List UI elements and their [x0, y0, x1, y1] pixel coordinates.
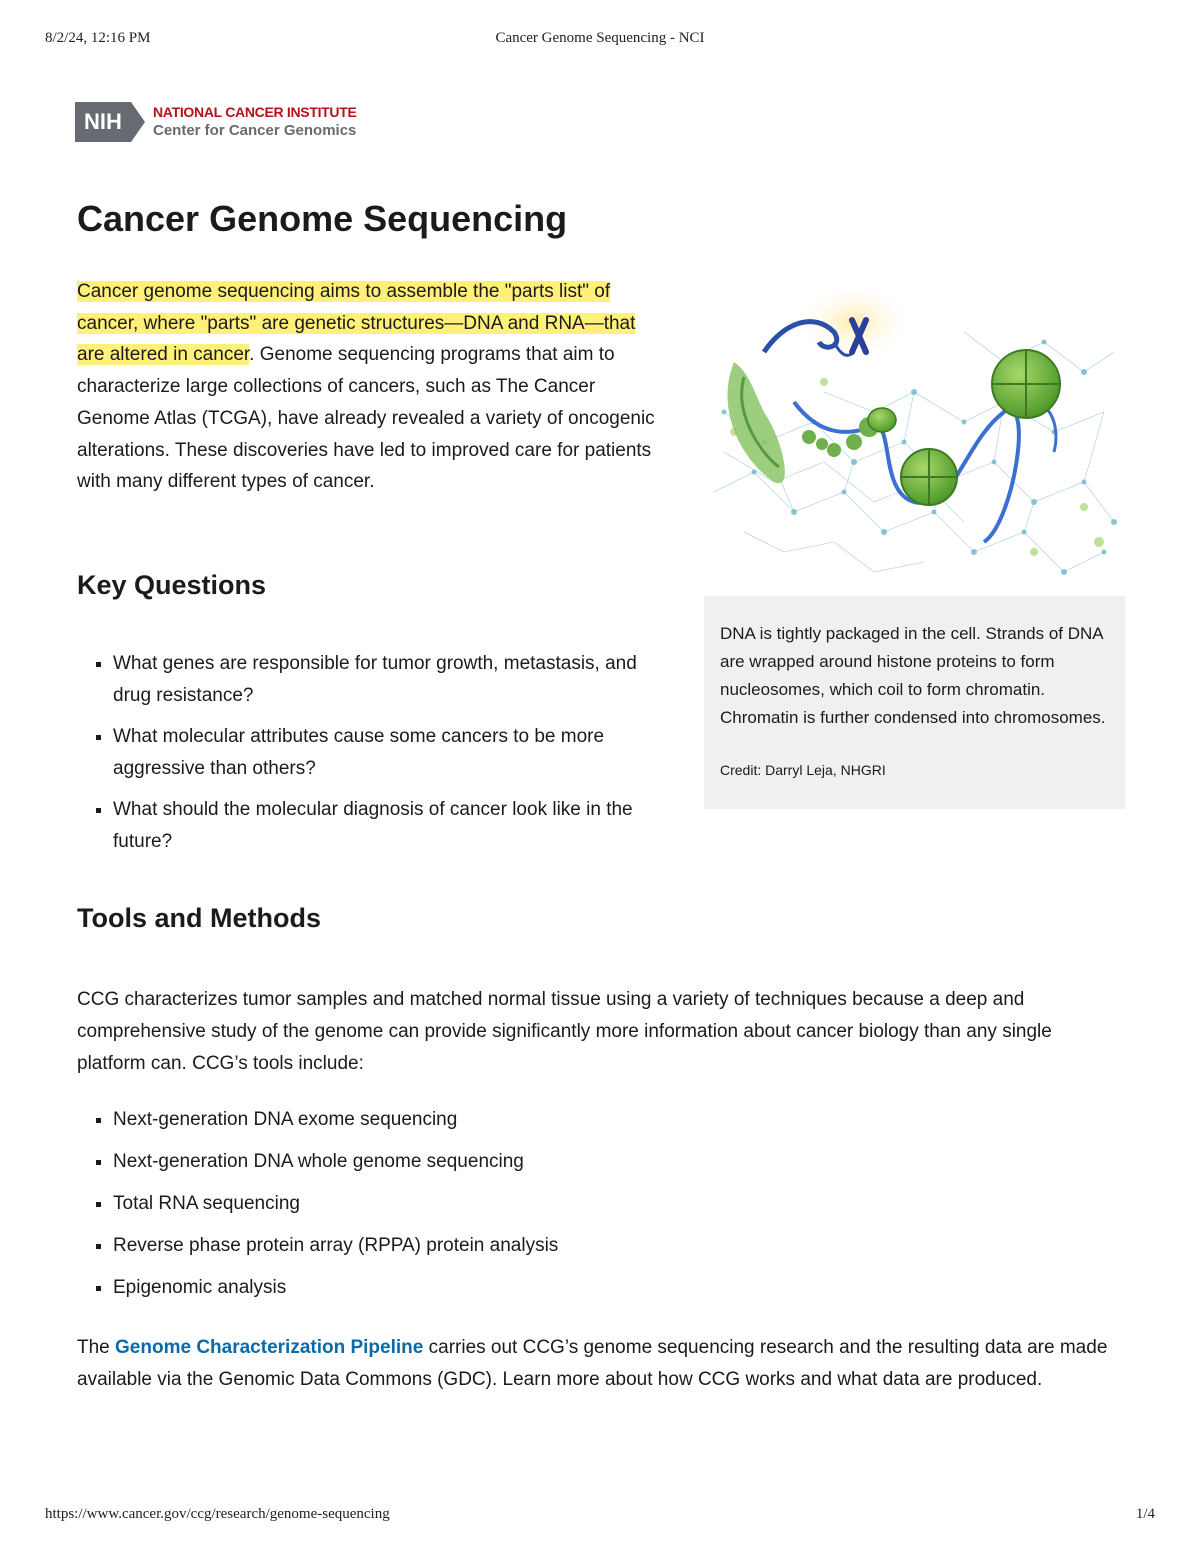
logo-center-name: Center for Cancer Genomics	[153, 122, 357, 139]
list-item-text: What genes are responsible for tumor growth, metastasis, and drug resistance?	[113, 653, 637, 706]
list-item	[77, 721, 657, 784]
list-item	[77, 1230, 977, 1261]
list-item-text: Epigenomic analysis	[113, 1277, 287, 1298]
list-item-text: Next-generation DNA exome sequencing	[113, 1109, 458, 1130]
tools-methods-heading: Tools and Methods	[77, 903, 321, 933]
closing-prefix: The	[77, 1337, 116, 1358]
intro-rest: . Genome sequencing programs that aim to characterize large collections of cancers, such as The Cancer Genome Atlas (TCGA), have already revealed a variety of oncogenic alterations. These discoveries have led to improved care for patients with many different types of cancer.	[77, 344, 655, 493]
list-item-text: Next-generation DNA whole genome sequencing	[113, 1151, 524, 1172]
bullet-icon	[96, 1160, 101, 1165]
bullet-icon	[96, 1118, 101, 1123]
closing-paragraph	[77, 1332, 1122, 1396]
list-item-text: What molecular attributes cause some cancers to be more aggressive than others?	[113, 726, 605, 779]
nih-badge: NIH	[75, 102, 131, 142]
key-questions-heading: Key Questions	[77, 570, 267, 600]
closing-suffix: carries out CCG’s genome sequencing research and the resulting data are made available via the Genomic Data Commons (GDC). Learn more about how CCG works and what data are produced.	[77, 1337, 1108, 1390]
tools-paragraph: CCG characterizes tumor samples and matched normal tissue using a variety of techniques because a deep and comprehensive study of the genome can provide significantly more information about cancer biology than any single platform can. CCG’s tools include:	[77, 989, 1052, 1074]
print-page-title: Cancer Genome Sequencing - NCI	[495, 30, 705, 46]
list-item	[77, 1272, 977, 1303]
figure-credit: Credit: Darryl Leja, NHGRI	[720, 762, 886, 778]
list-item	[77, 1188, 977, 1219]
list-item	[77, 794, 657, 857]
print-header	[45, 30, 1155, 50]
intro-highlight: Cancer genome sequencing aims to assemble the "parts list" of cancer, where "parts" are genetic structures—DNA and RNA—that are altered in cancer	[77, 281, 636, 366]
dna-chromatin-illustration	[704, 292, 1125, 594]
tools-list	[77, 1104, 977, 1314]
bullet-icon	[96, 662, 101, 667]
print-footer	[45, 1506, 1155, 1526]
bullet-icon	[96, 1244, 101, 1249]
list-item	[77, 1146, 977, 1177]
print-page-number: 1/4	[1135, 1506, 1155, 1522]
print-datetime: 8/2/24, 12:16 PM	[45, 30, 151, 46]
bullet-icon	[96, 1202, 101, 1207]
intro-paragraph	[77, 276, 657, 498]
figure-caption-box	[704, 596, 1125, 809]
list-item	[77, 1104, 977, 1135]
logo-institute-name: NATIONAL CANCER INSTITUTE	[153, 104, 357, 120]
dna-illustration-svg	[704, 292, 1125, 594]
list-item	[77, 648, 657, 711]
nci-ccg-logo[interactable]	[75, 100, 405, 146]
bullet-icon	[96, 1286, 101, 1291]
genome-characterization-pipeline-link[interactable]: Genome Characterization Pipeline	[115, 1337, 424, 1358]
bullet-icon	[96, 735, 101, 740]
nih-arrow-icon	[131, 102, 145, 142]
list-item-text: Total RNA sequencing	[113, 1193, 300, 1214]
page-title: Cancer Genome Sequencing	[77, 198, 568, 239]
figure-caption: DNA is tightly packaged in the cell. Strands of DNA are wrapped around histone proteins to form nucleosomes, which coil to form chromatin. Chromatin is further condensed into chromosomes.	[720, 624, 1106, 727]
list-item-text: Reverse phase protein array (RPPA) protein analysis	[113, 1235, 559, 1256]
key-questions-list	[77, 648, 657, 867]
bullet-icon	[96, 808, 101, 813]
print-url: https://www.cancer.gov/ccg/research/genome-sequencing	[45, 1506, 390, 1522]
list-item-text: What should the molecular diagnosis of cancer look like in the future?	[113, 799, 633, 852]
